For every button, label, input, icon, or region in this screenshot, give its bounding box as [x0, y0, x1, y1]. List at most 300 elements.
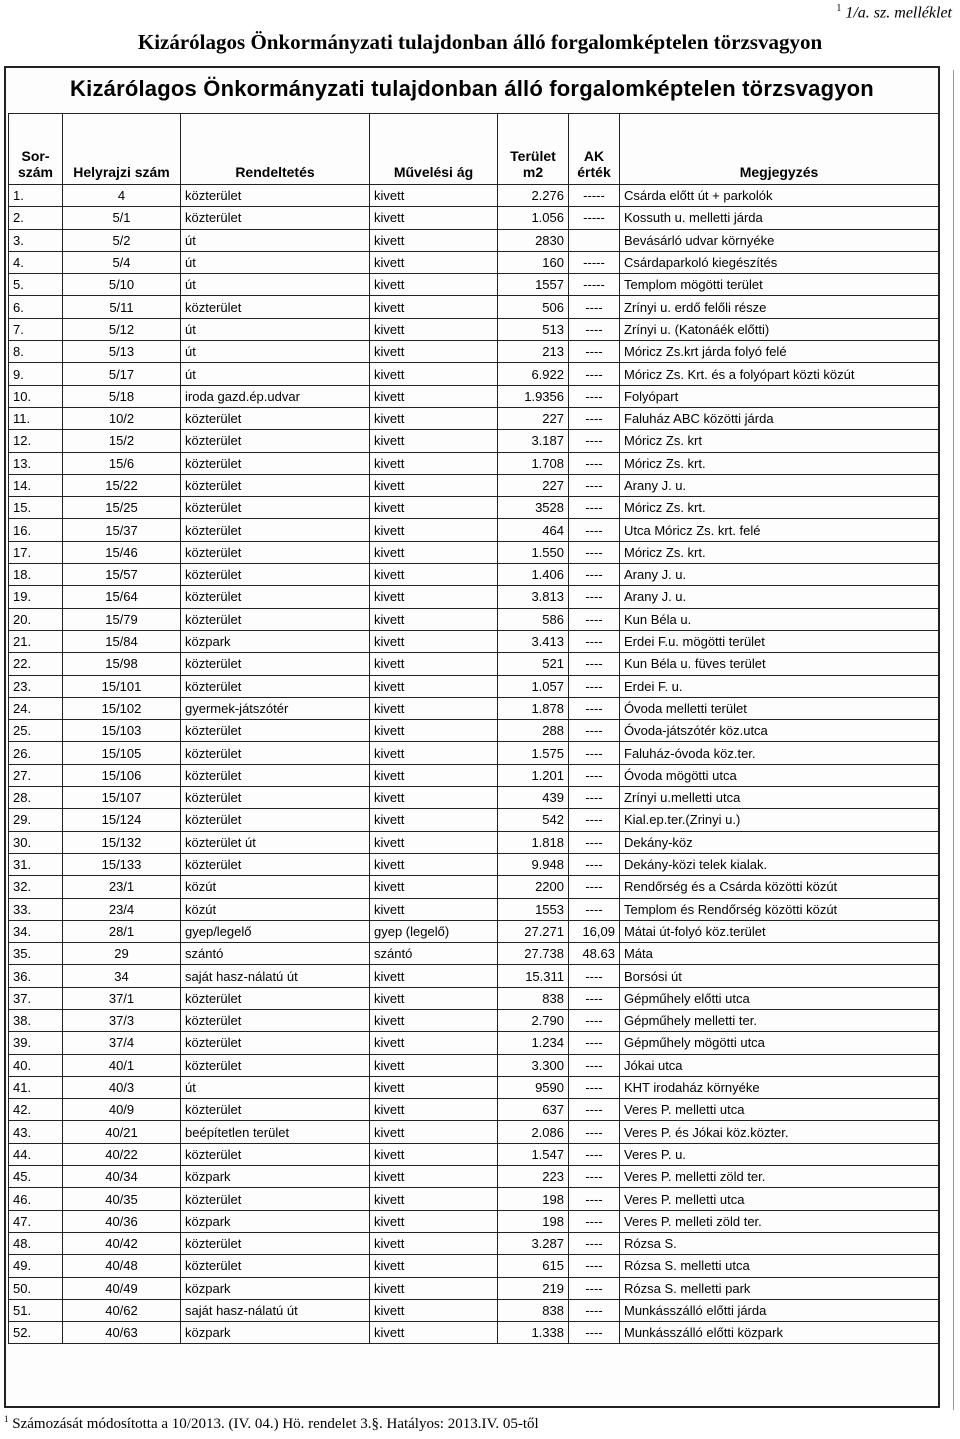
- table-row: [9, 1076, 939, 1098]
- cell-note: Folyópart: [620, 385, 939, 407]
- cell-hrsz: 40/48: [63, 1255, 181, 1277]
- cell-ak: ----: [569, 653, 620, 675]
- cell-use: gyermek-játszótér: [181, 697, 370, 719]
- cell-area: 1.550: [498, 541, 569, 563]
- cell-ak: ----: [569, 630, 620, 652]
- cell-hrsz: 15/103: [63, 720, 181, 742]
- cell-hrsz: 23/1: [63, 876, 181, 898]
- table-row: [9, 1232, 939, 1254]
- cell-use: közterület: [181, 1188, 370, 1210]
- cell-use: közterület: [181, 430, 370, 452]
- cell-ak: -----: [569, 185, 620, 207]
- cell-hrsz: 40/63: [63, 1322, 181, 1344]
- cell-ak: ----: [569, 341, 620, 363]
- cell-note: Rendőrség és a Csárda közötti közút: [620, 876, 939, 898]
- table-row: [9, 318, 939, 340]
- cell-ak: ----: [569, 1210, 620, 1232]
- footnote: [4, 1414, 539, 1433]
- cell-area: 838: [498, 1299, 569, 1321]
- cell-use: iroda gazd.ép.udvar: [181, 385, 370, 407]
- cell-use: közterület: [181, 185, 370, 207]
- cell-ak: ----: [569, 1054, 620, 1076]
- cell-note: Óvoda melletti terület: [620, 697, 939, 719]
- cell-ak: 48.63: [569, 943, 620, 965]
- page-edge-divider: [953, 70, 960, 1410]
- cell-hrsz: 15/79: [63, 608, 181, 630]
- cell-note: Veres P. melletti utca: [620, 1188, 939, 1210]
- scanned-document: [4, 66, 940, 1408]
- footnote-text: Számozását módosította a 10/2013. (IV. 04.) Hö. rendelet 3.§. Hatályos: 2013.IV. 05-től: [12, 1416, 539, 1432]
- cell-use: közterület: [181, 497, 370, 519]
- cell-hrsz: 15/25: [63, 497, 181, 519]
- cell-no: 20.: [9, 608, 63, 630]
- cell-note: Zrínyi u.melletti utca: [620, 787, 939, 809]
- cell-no: 25.: [9, 720, 63, 742]
- cell-no: 48.: [9, 1232, 63, 1254]
- cell-note: Dekány-köz: [620, 831, 939, 853]
- table-row: [9, 1166, 939, 1188]
- cell-note: Zrínyi u. (Katonáék előtti): [620, 318, 939, 340]
- cell-hrsz: 15/37: [63, 519, 181, 541]
- cell-no: 5.: [9, 274, 63, 296]
- cell-no: 42.: [9, 1099, 63, 1121]
- cell-ak: ----: [569, 965, 620, 987]
- header-area-line2: m2: [522, 164, 544, 180]
- cell-cultivation: kivett: [370, 497, 498, 519]
- cell-ak: [569, 229, 620, 251]
- cell-no: 19.: [9, 586, 63, 608]
- cell-hrsz: 15/2: [63, 430, 181, 452]
- cell-use: saját hasz-nálatú út: [181, 1299, 370, 1321]
- table-row: [9, 1099, 939, 1121]
- cell-use: út: [181, 229, 370, 251]
- cell-note: Utca Móricz Zs. krt. felé: [620, 519, 939, 541]
- cell-note: Zrínyi u. erdő felőli része: [620, 296, 939, 318]
- table-row: [9, 1322, 939, 1344]
- cell-no: 31.: [9, 853, 63, 875]
- cell-cultivation: kivett: [370, 341, 498, 363]
- header-no-line1: Sor-: [21, 148, 50, 164]
- cell-use: közterület: [181, 1255, 370, 1277]
- cell-note: Csárda előtt út + parkolók: [620, 185, 939, 207]
- cell-note: Gépműhely mögötti utca: [620, 1032, 939, 1054]
- cell-note: Rózsa S. melletti park: [620, 1277, 939, 1299]
- cell-cultivation: kivett: [370, 564, 498, 586]
- table-row: [9, 675, 939, 697]
- cell-note: Gépműhely előtti utca: [620, 987, 939, 1009]
- cell-ak: ----: [569, 564, 620, 586]
- cell-no: 21.: [9, 630, 63, 652]
- table-row: [9, 229, 939, 251]
- cell-use: közterület: [181, 296, 370, 318]
- asset-register-table: [8, 113, 939, 1344]
- cell-cultivation: kivett: [370, 586, 498, 608]
- cell-note: Kial.ep.ter.(Zrinyi u.): [620, 809, 939, 831]
- cell-no: 1.: [9, 185, 63, 207]
- cell-ak: ----: [569, 608, 620, 630]
- cell-no: 41.: [9, 1076, 63, 1098]
- cell-area: 1.056: [498, 207, 569, 229]
- cell-no: 9.: [9, 363, 63, 385]
- cell-note: Óvoda mögötti utca: [620, 764, 939, 786]
- cell-hrsz: 37/3: [63, 1009, 181, 1031]
- cell-note: Rózsa S. melletti utca: [620, 1255, 939, 1277]
- cell-use: közpark: [181, 1322, 370, 1344]
- cell-use: út: [181, 1076, 370, 1098]
- header-no-line2: szám: [17, 164, 54, 180]
- cell-area: 1.9356: [498, 385, 569, 407]
- cell-area: 1.234: [498, 1032, 569, 1054]
- cell-no: 44.: [9, 1143, 63, 1165]
- cell-hrsz: 15/107: [63, 787, 181, 809]
- table-row: [9, 1299, 939, 1321]
- cell-hrsz: 37/1: [63, 987, 181, 1009]
- cell-area: 838: [498, 987, 569, 1009]
- cell-ak: ----: [569, 876, 620, 898]
- cell-no: 2.: [9, 207, 63, 229]
- cell-use: közpark: [181, 1277, 370, 1299]
- cell-area: 586: [498, 608, 569, 630]
- annex-label: [836, 3, 952, 22]
- cell-no: 7.: [9, 318, 63, 340]
- cell-note: Kossuth u. melletti járda: [620, 207, 939, 229]
- cell-no: 33.: [9, 898, 63, 920]
- table-row: [9, 341, 939, 363]
- cell-ak: ----: [569, 296, 620, 318]
- cell-ak: ----: [569, 1121, 620, 1143]
- cell-hrsz: 5/18: [63, 385, 181, 407]
- cell-use: út: [181, 318, 370, 340]
- cell-cultivation: kivett: [370, 407, 498, 429]
- cell-cultivation: kivett: [370, 1322, 498, 1344]
- cell-hrsz: 15/84: [63, 630, 181, 652]
- cell-area: 3.813: [498, 586, 569, 608]
- cell-ak: ----: [569, 809, 620, 831]
- cell-area: 198: [498, 1210, 569, 1232]
- cell-no: 8.: [9, 341, 63, 363]
- header-hrsz: Helyrajzi szám: [63, 114, 181, 185]
- cell-ak: ----: [569, 1299, 620, 1321]
- cell-use: beépítetlen terület: [181, 1121, 370, 1143]
- cell-hrsz: 15/105: [63, 742, 181, 764]
- cell-cultivation: kivett: [370, 1166, 498, 1188]
- cell-note: Erdei F. u.: [620, 675, 939, 697]
- cell-hrsz: 40/22: [63, 1143, 181, 1165]
- table-row: [9, 564, 939, 586]
- cell-note: Veres P. melletti zöld ter.: [620, 1166, 939, 1188]
- cell-area: 3.413: [498, 630, 569, 652]
- cell-use: közterület: [181, 564, 370, 586]
- table-row: [9, 764, 939, 786]
- cell-no: 39.: [9, 1032, 63, 1054]
- cell-cultivation: kivett: [370, 1143, 498, 1165]
- cell-hrsz: 15/46: [63, 541, 181, 563]
- cell-hrsz: 29: [63, 943, 181, 965]
- table-row: [9, 519, 939, 541]
- header-ak-line2: érték: [577, 164, 611, 180]
- cell-no: 17.: [9, 541, 63, 563]
- cell-no: 24.: [9, 697, 63, 719]
- cell-cultivation: kivett: [370, 1188, 498, 1210]
- cell-use: közterület: [181, 987, 370, 1009]
- cell-cultivation: kivett: [370, 1032, 498, 1054]
- cell-cultivation: kivett: [370, 452, 498, 474]
- cell-cultivation: kivett: [370, 385, 498, 407]
- cell-no: 43.: [9, 1121, 63, 1143]
- cell-no: 15.: [9, 497, 63, 519]
- cell-note: Móricz Zs. krt: [620, 430, 939, 452]
- cell-area: 9.948: [498, 853, 569, 875]
- cell-hrsz: 15/102: [63, 697, 181, 719]
- cell-note: Templom és Rendőrség közötti közút: [620, 898, 939, 920]
- header-cultivation: Művelési ág: [370, 114, 498, 185]
- cell-area: 637: [498, 1099, 569, 1121]
- cell-no: 11.: [9, 407, 63, 429]
- cell-ak: -----: [569, 274, 620, 296]
- cell-ak: 16,09: [569, 920, 620, 942]
- cell-no: 34.: [9, 920, 63, 942]
- cell-area: 288: [498, 720, 569, 742]
- cell-hrsz: 15/98: [63, 653, 181, 675]
- cell-no: 36.: [9, 965, 63, 987]
- cell-no: 26.: [9, 742, 63, 764]
- cell-area: 464: [498, 519, 569, 541]
- cell-cultivation: kivett: [370, 207, 498, 229]
- cell-use: közterület: [181, 787, 370, 809]
- table-row: [9, 251, 939, 273]
- table-row: [9, 831, 939, 853]
- cell-note: Csárdaparkoló kiegészítés: [620, 251, 939, 273]
- table-row: [9, 1032, 939, 1054]
- cell-use: saját hasz-nálatú út: [181, 965, 370, 987]
- cell-cultivation: kivett: [370, 185, 498, 207]
- cell-use: közterület: [181, 653, 370, 675]
- cell-area: 1.201: [498, 764, 569, 786]
- cell-use: közút: [181, 876, 370, 898]
- cell-cultivation: kivett: [370, 1210, 498, 1232]
- cell-area: 3.287: [498, 1232, 569, 1254]
- cell-area: 513: [498, 318, 569, 340]
- cell-ak: ----: [569, 1143, 620, 1165]
- cell-no: 27.: [9, 764, 63, 786]
- cell-use: út: [181, 274, 370, 296]
- cell-note: Faluház ABC közötti járda: [620, 407, 939, 429]
- cell-use: közterület: [181, 207, 370, 229]
- cell-ak: ----: [569, 474, 620, 496]
- cell-ak: ----: [569, 586, 620, 608]
- cell-no: 47.: [9, 1210, 63, 1232]
- cell-no: 28.: [9, 787, 63, 809]
- cell-cultivation: kivett: [370, 876, 498, 898]
- cell-no: 45.: [9, 1166, 63, 1188]
- cell-ak: ----: [569, 1099, 620, 1121]
- cell-no: 4.: [9, 251, 63, 273]
- cell-note: Móricz Zs.krt járda folyó felé: [620, 341, 939, 363]
- cell-area: 2.790: [498, 1009, 569, 1031]
- cell-hrsz: 5/1: [63, 207, 181, 229]
- cell-note: Móricz Zs. Krt. és a folyópart közti közút: [620, 363, 939, 385]
- cell-area: 2.276: [498, 185, 569, 207]
- cell-note: Munkásszálló előtti járda: [620, 1299, 939, 1321]
- cell-area: 2200: [498, 876, 569, 898]
- cell-hrsz: 4: [63, 185, 181, 207]
- cell-note: Mátai út-folyó köz.terület: [620, 920, 939, 942]
- cell-area: 15.311: [498, 965, 569, 987]
- cell-ak: ----: [569, 831, 620, 853]
- cell-cultivation: kivett: [370, 1277, 498, 1299]
- header-ak-line1: AK: [583, 148, 605, 164]
- cell-hrsz: 40/42: [63, 1232, 181, 1254]
- footnote-marker: 1: [4, 1414, 9, 1424]
- cell-area: 521: [498, 653, 569, 675]
- cell-area: 1.708: [498, 452, 569, 474]
- cell-ak: ----: [569, 519, 620, 541]
- cell-cultivation: kivett: [370, 853, 498, 875]
- cell-cultivation: kivett: [370, 742, 498, 764]
- cell-use: közpark: [181, 630, 370, 652]
- cell-use: út: [181, 341, 370, 363]
- cell-ak: ----: [569, 407, 620, 429]
- cell-cultivation: kivett: [370, 1076, 498, 1098]
- cell-use: közterület: [181, 1054, 370, 1076]
- cell-ak: ----: [569, 318, 620, 340]
- cell-area: 1.818: [498, 831, 569, 853]
- cell-hrsz: 40/21: [63, 1121, 181, 1143]
- cell-no: 32.: [9, 876, 63, 898]
- table-row: [9, 430, 939, 452]
- cell-no: 6.: [9, 296, 63, 318]
- table-header-row: [9, 114, 939, 185]
- cell-no: 16.: [9, 519, 63, 541]
- cell-hrsz: 40/36: [63, 1210, 181, 1232]
- cell-ak: ----: [569, 697, 620, 719]
- cell-note: Veres P. melletti utca: [620, 1099, 939, 1121]
- table-row: [9, 497, 939, 519]
- table-row: [9, 630, 939, 652]
- cell-no: 50.: [9, 1277, 63, 1299]
- cell-ak: ----: [569, 720, 620, 742]
- cell-no: 37.: [9, 987, 63, 1009]
- cell-area: 3.187: [498, 430, 569, 452]
- cell-hrsz: 37/4: [63, 1032, 181, 1054]
- cell-ak: ----: [569, 1277, 620, 1299]
- cell-area: 1.878: [498, 697, 569, 719]
- table-row: [9, 1054, 939, 1076]
- cell-use: közterület: [181, 407, 370, 429]
- cell-note: Bevásárló udvar környéke: [620, 229, 939, 251]
- cell-cultivation: kivett: [370, 274, 498, 296]
- cell-ak: ----: [569, 1255, 620, 1277]
- cell-area: 1.406: [498, 564, 569, 586]
- cell-use: közterület: [181, 764, 370, 786]
- cell-ak: ----: [569, 675, 620, 697]
- cell-no: 29.: [9, 809, 63, 831]
- cell-use: szántó: [181, 943, 370, 965]
- cell-cultivation: kivett: [370, 608, 498, 630]
- table-row: [9, 185, 939, 207]
- cell-use: közterület: [181, 1032, 370, 1054]
- cell-cultivation: kivett: [370, 809, 498, 831]
- header-note: Megjegyzés: [620, 114, 939, 185]
- scan-title: Kizárólagos Önkormányzati tulajdonban álló forgalomképtelen törzsvagyon: [70, 76, 874, 101]
- cell-area: 27.738: [498, 943, 569, 965]
- cell-use: közpark: [181, 1166, 370, 1188]
- table-row: [9, 920, 939, 942]
- cell-area: 542: [498, 809, 569, 831]
- cell-hrsz: 34: [63, 965, 181, 987]
- cell-note: Arany J. u.: [620, 474, 939, 496]
- table-row: [9, 943, 939, 965]
- cell-area: 6.922: [498, 363, 569, 385]
- cell-cultivation: kivett: [370, 764, 498, 786]
- table-row: [9, 720, 939, 742]
- cell-no: 14.: [9, 474, 63, 496]
- cell-use: közút: [181, 898, 370, 920]
- cell-area: 223: [498, 1166, 569, 1188]
- cell-note: Óvoda-játszótér köz.utca: [620, 720, 939, 742]
- table-row: [9, 1255, 939, 1277]
- header-use: Rendeltetés: [181, 114, 370, 185]
- cell-hrsz: 5/10: [63, 274, 181, 296]
- table-row: [9, 898, 939, 920]
- cell-ak: ----: [569, 987, 620, 1009]
- cell-cultivation: kivett: [370, 1121, 498, 1143]
- cell-no: 22.: [9, 653, 63, 675]
- table-row: [9, 586, 939, 608]
- cell-cultivation: kivett: [370, 787, 498, 809]
- annex-footnote-marker: 1: [836, 3, 842, 14]
- cell-hrsz: 15/101: [63, 675, 181, 697]
- cell-use: közterület: [181, 608, 370, 630]
- cell-area: 439: [498, 787, 569, 809]
- cell-cultivation: kivett: [370, 519, 498, 541]
- cell-note: Veres P. melleti zöld ter.: [620, 1210, 939, 1232]
- cell-ak: ----: [569, 853, 620, 875]
- cell-ak: ----: [569, 1188, 620, 1210]
- cell-ak: ----: [569, 430, 620, 452]
- cell-cultivation: kivett: [370, 296, 498, 318]
- table-row: [9, 987, 939, 1009]
- table-row: [9, 697, 939, 719]
- cell-use: közterület: [181, 541, 370, 563]
- cell-ak: ----: [569, 1009, 620, 1031]
- header-no: [9, 114, 63, 185]
- cell-cultivation: kivett: [370, 653, 498, 675]
- cell-ak: ----: [569, 1232, 620, 1254]
- cell-use: közterület: [181, 1232, 370, 1254]
- cell-area: 3.300: [498, 1054, 569, 1076]
- cell-ak: ----: [569, 1076, 620, 1098]
- cell-use: közterület út: [181, 831, 370, 853]
- cell-note: Jókai utca: [620, 1054, 939, 1076]
- table-row: [9, 787, 939, 809]
- cell-no: 49.: [9, 1255, 63, 1277]
- cell-hrsz: 40/9: [63, 1099, 181, 1121]
- cell-ak: ----: [569, 385, 620, 407]
- cell-ak: ----: [569, 764, 620, 786]
- cell-cultivation: kivett: [370, 720, 498, 742]
- cell-cultivation: kivett: [370, 1255, 498, 1277]
- cell-area: 506: [498, 296, 569, 318]
- cell-use: közterület: [181, 1009, 370, 1031]
- cell-hrsz: 40/62: [63, 1299, 181, 1321]
- cell-hrsz: 15/124: [63, 809, 181, 831]
- cell-area: 1553: [498, 898, 569, 920]
- cell-use: közterület: [181, 1099, 370, 1121]
- table-row: [9, 541, 939, 563]
- cell-cultivation: kivett: [370, 1054, 498, 1076]
- cell-no: 30.: [9, 831, 63, 853]
